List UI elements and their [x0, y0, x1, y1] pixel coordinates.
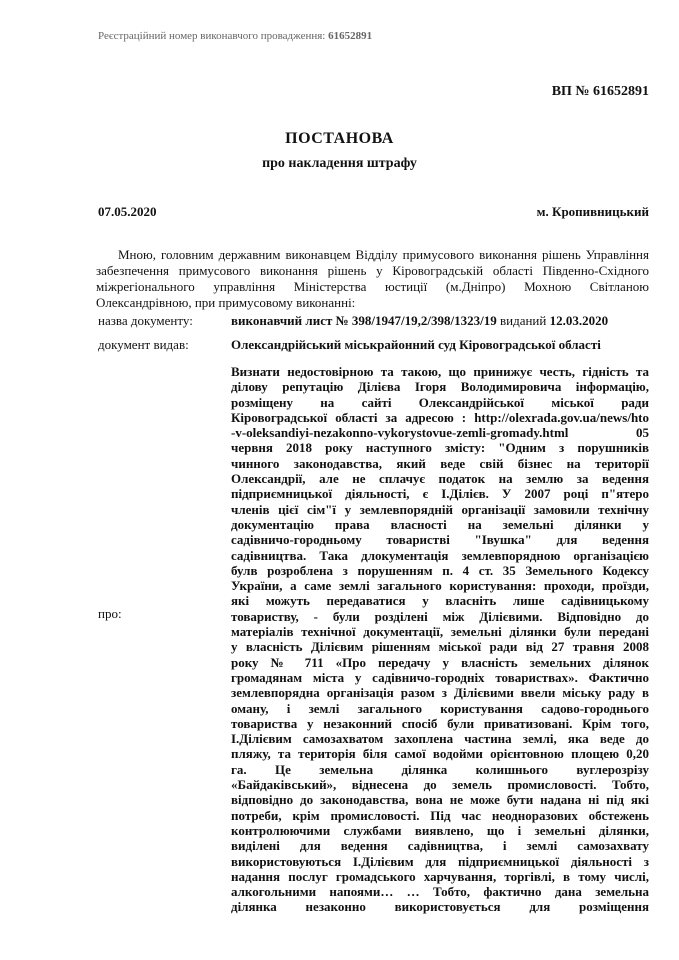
pro-text-line: садівничо-городньому товаристві "Івушка" для ведення — [231, 532, 649, 548]
pro-text-line: чинного законодавства, який веде свій бізнес на території — [231, 455, 649, 471]
pro-text-line: членів цієї сім"ї у землевпорядній організації замовили технічну — [231, 501, 649, 517]
pro-text-line: «Байдаківський», віднесена до земель промисловості. Тобто, — [231, 777, 649, 793]
pro-text-line: оману, і землі загального користування садово-городнього — [231, 700, 649, 716]
vp-number: ВП № 61652891 — [551, 84, 649, 99]
doc-name-value-line — [231, 313, 608, 329]
pro-text-line: у власність Ділієвим рішенням міської ради від 27 травня 2008 — [231, 639, 649, 655]
pro-text-line: ділову репутацію Ділієва Ігоря Володимировича інформацію, — [231, 379, 649, 395]
pro-text-line: Визнати недостовірною та такою, що принижує честь, гідність та — [231, 364, 649, 379]
pro-text-line: потреби, крім промисловості. Під час неодноразових обстежень — [231, 807, 649, 823]
issued-word: виданий — [499, 313, 547, 328]
issued-date: 12.03.2020 — [549, 313, 609, 328]
issuer-value: Олександрійський міськрайонний суд Кіровоградської області — [231, 337, 601, 352]
pro-text-line: булв розроблена з порушенням п. 4 ст. 35 Земельного Кодексу — [231, 562, 649, 578]
pro-text-line: -v-oleksandiyi-nezakonno-vykorystovue-zemli-gromady.html 05 — [231, 425, 649, 441]
pro-text-line: червня 2018 року наступного змісту: "Одним з порушників — [231, 440, 649, 456]
pro-text-line: землевпорядна організація разом з Ділієвими ввели міську раду в — [231, 685, 649, 701]
pro-text-line: підприємницької діяльності, є І.Ділієв. У 2007 році п"ятеро — [231, 486, 649, 502]
document-title: ПОСТАНОВА — [285, 130, 394, 147]
pro-text-line: І.Ділієвим самозахватом захоплена частина землі, яка веде до — [231, 731, 649, 747]
intro-paragraph: Мною, головним державним виконавцем Відділу примусового виконання рішень Управління забезпечення примусового виконання рішень у Кіровоградській області Південно-Східного міжрегіонального управління Міністерства юстиції (м.Дніпро) Мохною Світланою Олександрівною, при примусовому виконанні: — [96, 247, 649, 310]
registration-number: 61652891 — [328, 30, 373, 42]
pro-text-line: ділянка незаконно використовується для розміщення — [231, 899, 649, 915]
pro-text-line: виділені для ведення садівництва, і землі самозахвату — [231, 838, 649, 854]
doc-name-value: виконавчий лист № 398/1947/19,2/398/1323/19 — [231, 313, 497, 328]
pro-text-line: року № 711 «Про передачу у власність земельних ділянок — [231, 654, 649, 670]
pro-text-line: громадянам міста у садівничо-городніх товариствах». Фактично — [231, 669, 649, 685]
document-date: 07.05.2020 — [98, 204, 157, 219]
pro-text-line: га. Це земельна ділянка колишнього вуглерозрізу — [231, 761, 649, 777]
pro-text-line: які можуть передаватися у власніть лише садівницькому — [231, 593, 649, 609]
pro-text-line: використовуються І.Ділієвим для підприємницької діяльності з — [231, 853, 649, 869]
pro-text-line: матеріалів технічної документації, земельні ділянки були передані — [231, 624, 649, 640]
pro-text-line: документацію права власності на земельні ділянки у — [231, 516, 649, 532]
pro-text-line: контролюючими службами виявлено, що і земельні ділянки, — [231, 822, 649, 838]
pro-text-line: розміщену на сайті Олександрійської міської ради — [231, 394, 649, 410]
registration-label: Реєстраційний номер виконавчого провадження: — [98, 30, 326, 42]
pro-text-line: надання послуг громадського харчування, торгівлі, в тому числі, — [231, 868, 649, 884]
pro-text-line: Кіровоградської області за адресою : http://olexrada.gov.ua/news/hto — [231, 409, 649, 425]
pro-text-line: алкогольними напоями… … Тобто, фактично дана земельна — [231, 884, 649, 900]
doc-name-label: назва документу: — [98, 313, 193, 328]
pro-text-line: товариства у незаконний спосіб були приватизовані. Крім того, — [231, 715, 649, 731]
pro-text-line: пляжу, та територія біля самої водойми орієнтовною площею 0,20 — [231, 746, 649, 762]
pro-text-block — [231, 364, 649, 915]
registration-number-line — [98, 30, 372, 42]
document-city: м. Кропивницький — [536, 204, 649, 219]
pro-text-line: Олександрії, але не сплачує податок на землю за ведення — [231, 471, 649, 487]
pro-text-line: садівництва. Така длокументація землевпорядною організацією — [231, 547, 649, 563]
pro-text-line: України, а саме землі загального користування: проходи, проїзди, — [231, 578, 649, 594]
document-subtitle: про накладення штрафу — [262, 156, 417, 171]
issuer-value-line — [231, 337, 601, 353]
pro-text-line: відповідно до законодавства, вона не може бути надана ні під які — [231, 792, 649, 808]
pro-label: про: — [98, 606, 122, 621]
issuer-label: документ видав: — [98, 337, 189, 352]
pro-text-line: товариству, - були розділені між Ділієвими. Відповідно до — [231, 608, 649, 624]
